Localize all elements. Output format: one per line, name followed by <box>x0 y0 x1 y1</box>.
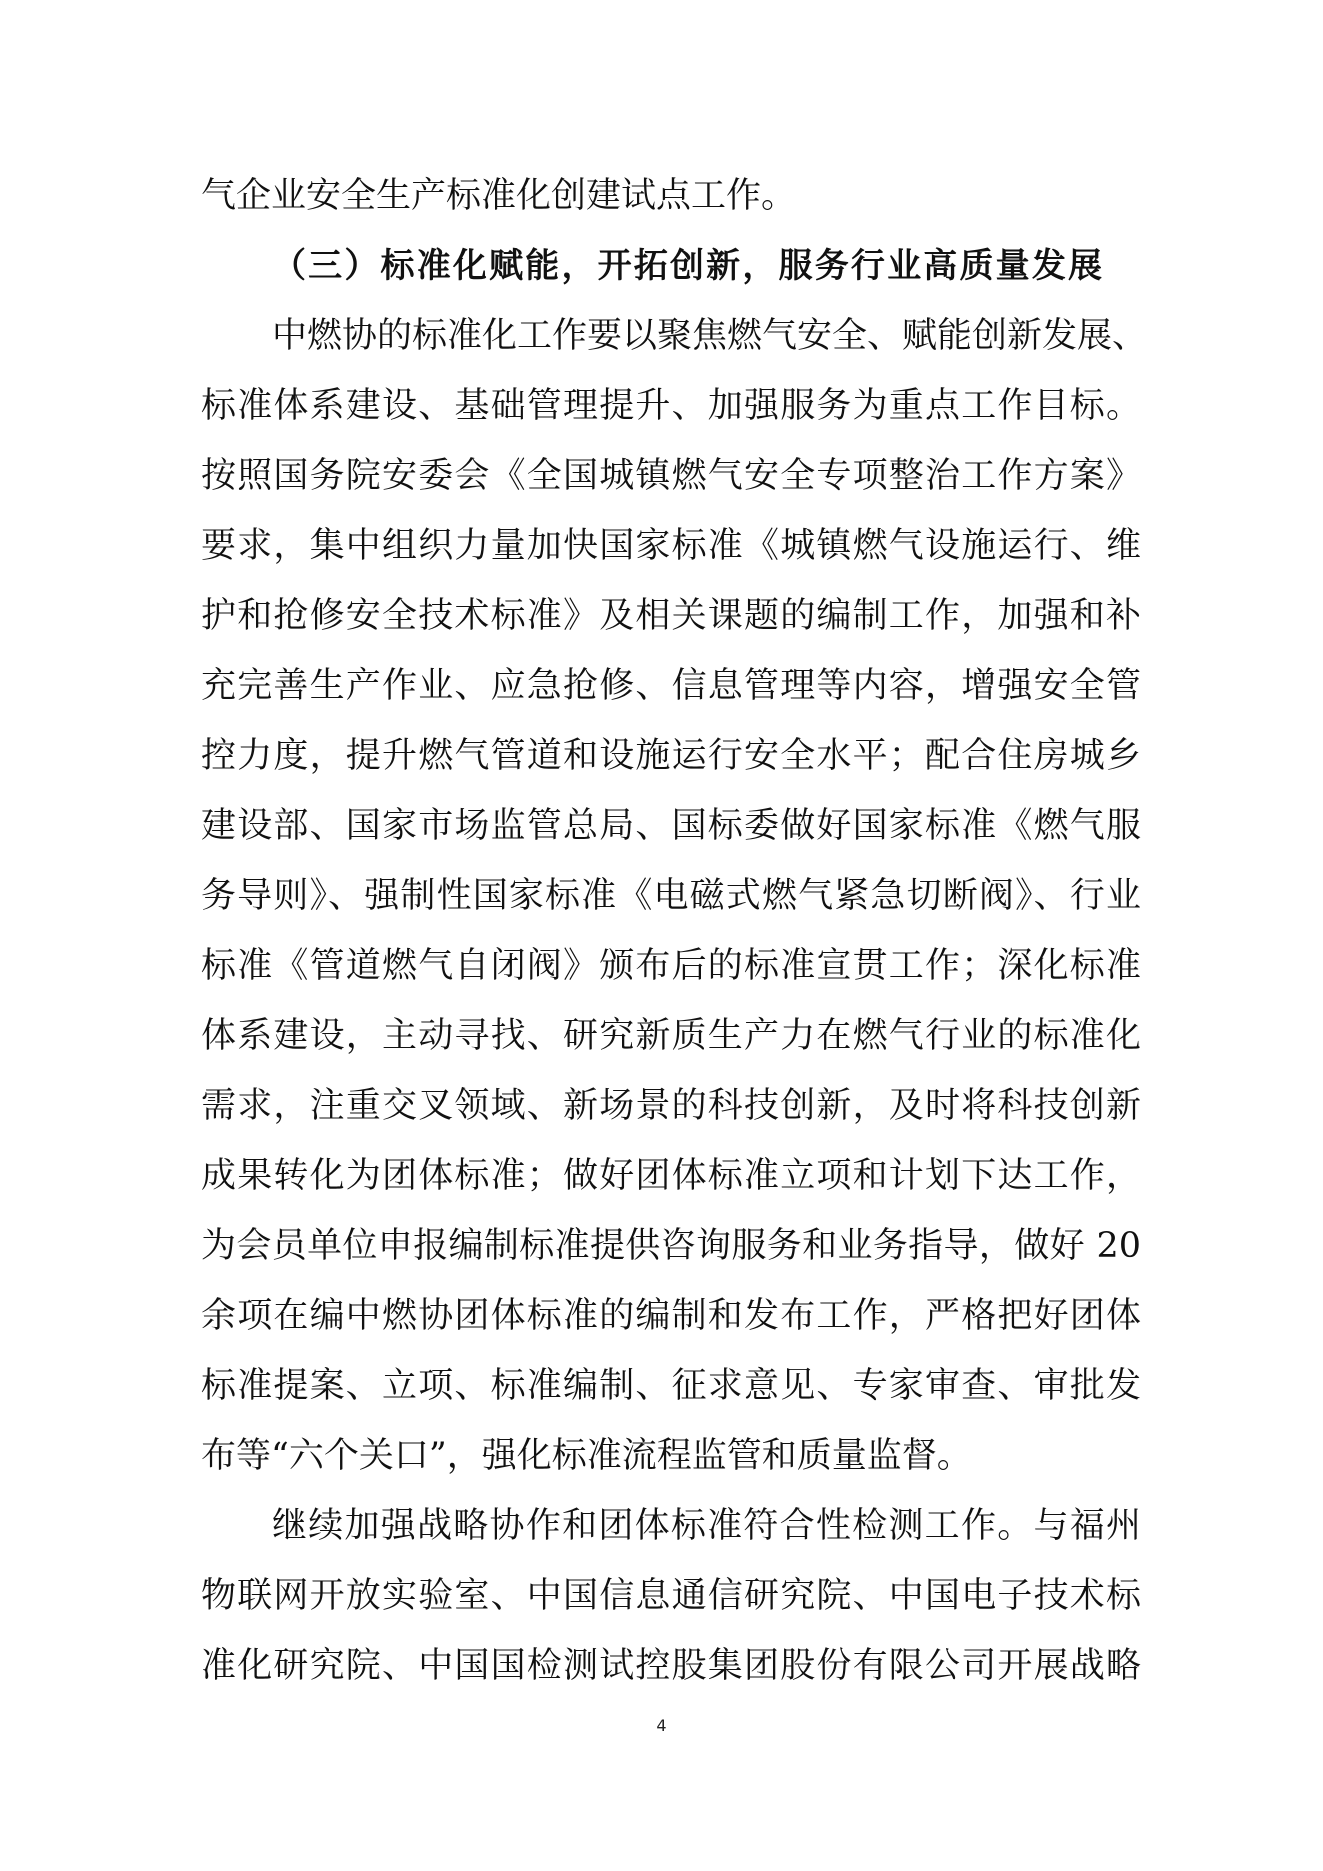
body-text-line: 余项在编中燃协团体标准的编制和发布工作，严格把好团体 <box>201 1296 1141 1336</box>
body-text-line: 需求，注重交叉领域、新场景的科技创新，及时将科技创新 <box>201 1086 1141 1126</box>
body-text-line: 按照国务院安委会《全国城镇燃气安全专项整治工作方案》 <box>201 456 1141 496</box>
body-text-line: 充完善生产作业、应急抢修、信息管理等内容，增强安全管 <box>201 666 1141 706</box>
body-text-line: 准化研究院、中国国检测试控股集团股份有限公司开展战略 <box>201 1646 1141 1686</box>
body-text-line: 护和抢修安全技术标准》及相关课题的编制工作，加强和补 <box>201 596 1141 636</box>
body-text-line: 控力度，提升燃气管道和设施运行安全水平；配合住房城乡 <box>201 736 1141 776</box>
body-text-line: 标准体系建设、基础管理提升、加强服务为重点工作目标。 <box>201 386 1141 426</box>
body-text-line: 标准《管道燃气自闭阀》颁布后的标准宣贯工作；深化标准 <box>201 946 1141 986</box>
body-text-line: 布等“六个关口”，强化标准流程监管和质量监督。 <box>201 1436 972 1476</box>
body-text-line: 体系建设，主动寻找、研究新质生产力在燃气行业的标准化 <box>201 1016 1141 1056</box>
body-text-line: 务导则》、强制性国家标准《电磁式燃气紧急切断阀》、行业 <box>201 876 1141 916</box>
body-text-line: 气企业安全生产标准化创建试点工作。 <box>201 176 797 216</box>
page-number: 4 <box>656 1716 667 1735</box>
section-heading: （三）标准化赋能，开拓创新，服务行业高质量发展 <box>272 246 1102 286</box>
paragraph-first-line: 中燃协的标准化工作要以聚焦燃气安全、赋能创新发展、 <box>272 316 1148 356</box>
body-text-line: 建设部、国家市场监管总局、国标委做好国家标准《燃气服 <box>201 806 1141 846</box>
body-text-line: 标准提案、立项、标准编制、征求意见、专家审查、审批发 <box>201 1366 1141 1406</box>
paragraph-first-line: 继续加强战略协作和团体标准符合性检测工作。与福州 <box>272 1506 1141 1546</box>
body-text-line: 要求，集中组织力量加快国家标准《城镇燃气设施运行、维 <box>201 526 1141 566</box>
body-text-line: 物联网开放实验室、中国信息通信研究院、中国电子技术标 <box>201 1576 1141 1616</box>
body-text-line: 为会员单位申报编制标准提供咨询服务和业务指导，做好 20 <box>201 1226 1141 1266</box>
body-text-line: 成果转化为团体标准；做好团体标准立项和计划下达工作， <box>201 1156 1141 1196</box>
